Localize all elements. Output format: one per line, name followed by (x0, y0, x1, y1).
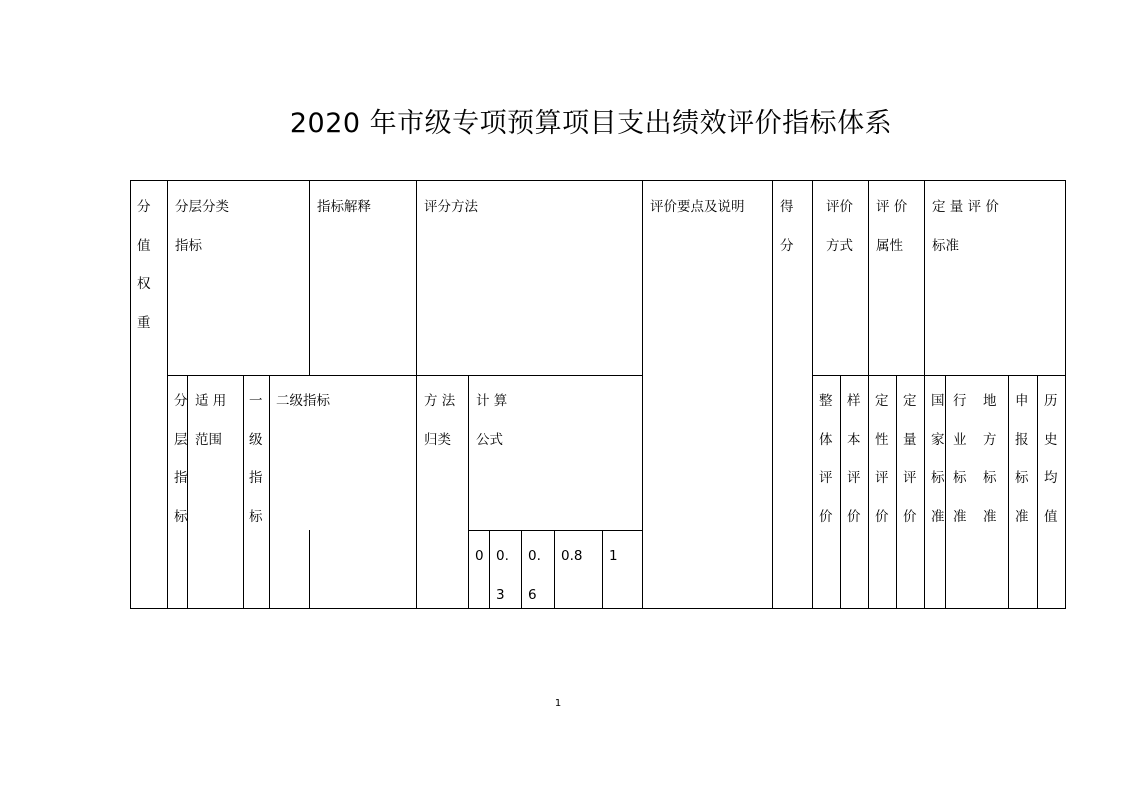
subheader-sample: 样 本 评 价 (847, 393, 861, 525)
subheader-declared: 申 报 标 准 (1015, 393, 1029, 525)
subheader-industry: 行 业 标 准 (953, 393, 967, 525)
coefficient-0: 0 (475, 548, 484, 564)
subheader-formula: 计 算 公式 (476, 393, 508, 448)
header-scoring-method: 评分方法 (424, 199, 478, 215)
header-quant-standard: 定 量 评 价 标准 (932, 199, 999, 254)
coefficient-1: 1 (609, 548, 618, 564)
subheader-qualitative: 定 性 评 价 (875, 393, 889, 525)
header-evaluation-points: 评价要点及说明 (650, 199, 745, 215)
subheader-local: 地 方 标 准 (983, 393, 997, 525)
subheader-overall: 整 体 评 价 (819, 393, 833, 525)
header-eval-method: 评价 方式 (826, 199, 853, 254)
header-eval-attribute: 评 价 属性 (876, 199, 908, 254)
page-title: 2020 年市级专项预算项目支出绩效评价指标体系 (289, 108, 893, 139)
coefficient-0-3: 0. 3 (496, 548, 509, 603)
page-number: 1 (554, 698, 562, 709)
subheader-quantitative: 定 量 评 价 (903, 393, 917, 525)
header-weight: 分 值 权 重 (137, 199, 151, 331)
coefficient-0-8: 0.8 (561, 548, 583, 564)
header-layer-category: 分层分类 指标 (175, 199, 229, 254)
header-indicator-explanation: 指标解释 (317, 199, 371, 215)
header-score: 得 分 (780, 199, 794, 254)
subheader-level2: 二级指标 (276, 393, 330, 409)
subheader-scope: 适 用 范围 (195, 393, 227, 448)
coefficient-0-6: 0. 6 (528, 548, 541, 603)
subheader-national: 国 家 标 准 (931, 393, 945, 525)
subheader-historical: 历 史 均 值 (1044, 393, 1058, 525)
subheader-level1: 一 级 指 标 (249, 393, 263, 525)
subheader-layer-indicator: 分 层 指 标 (174, 393, 188, 525)
subheader-method-category: 方 法 归类 (424, 393, 456, 448)
